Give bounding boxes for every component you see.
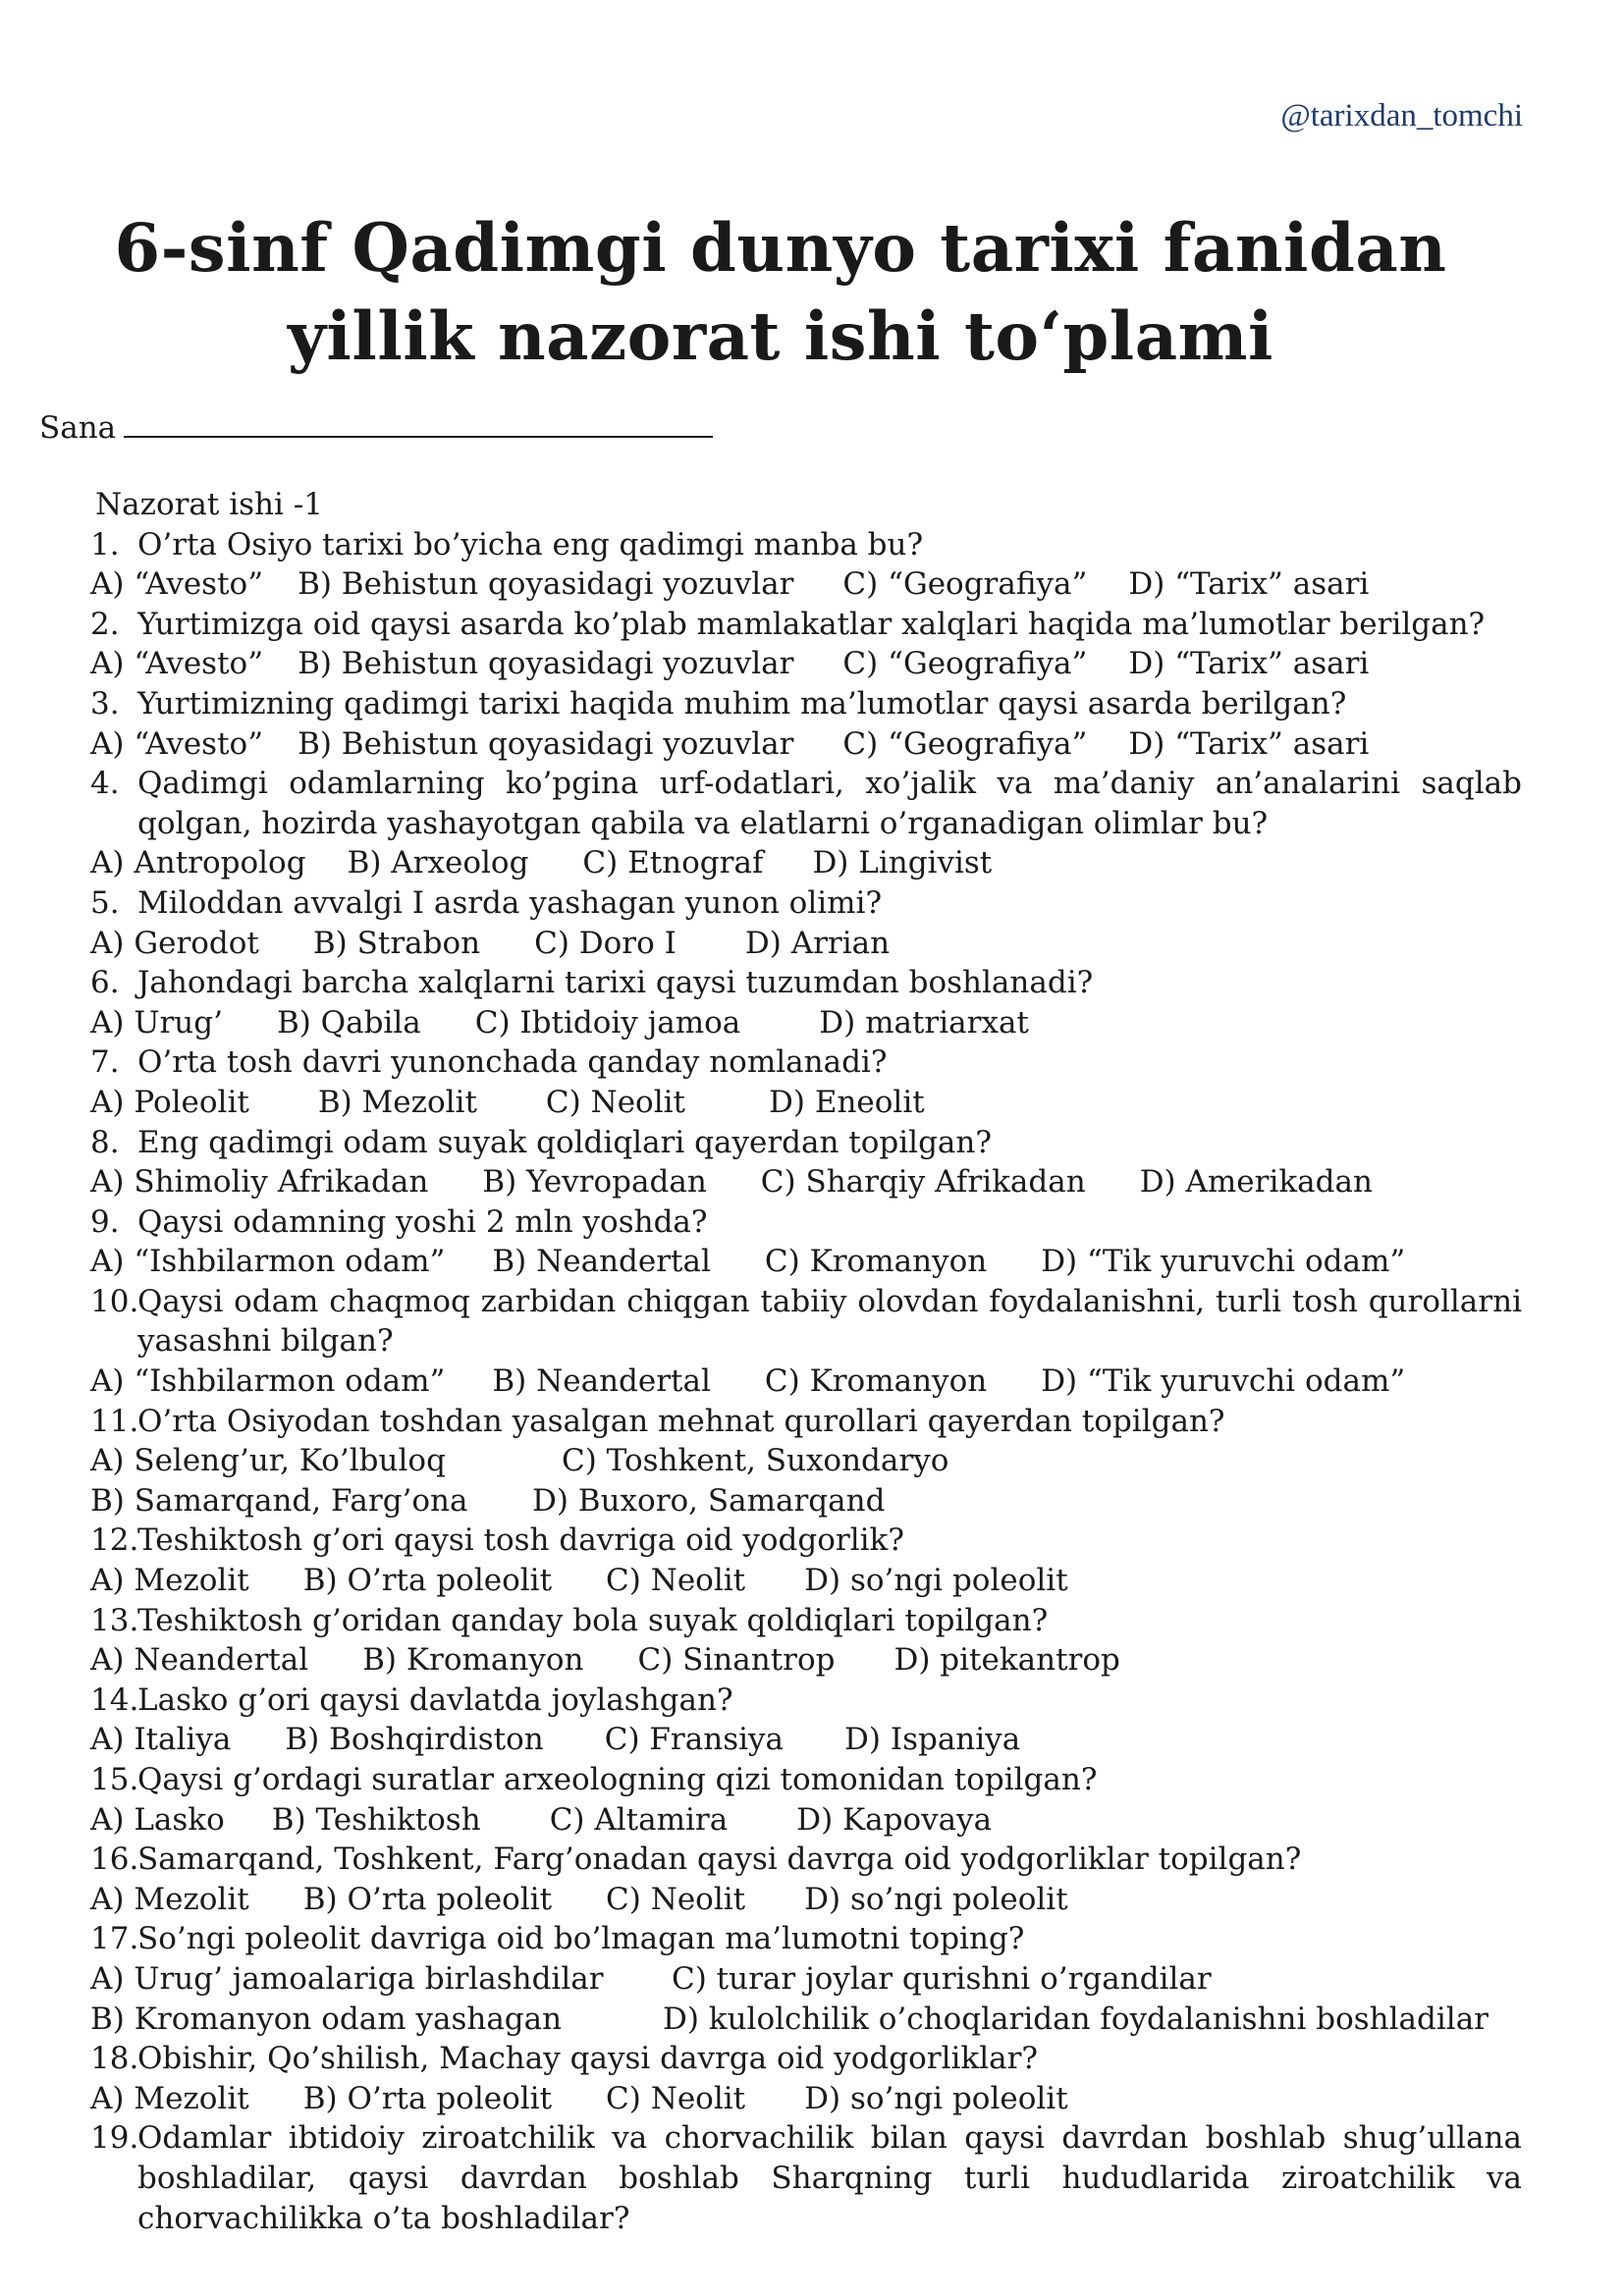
- title-line-1: 6-sinf Qadimgi dunyo tarixi fanidan: [114, 209, 1447, 287]
- answer-options: A) “Avesto” B) Behistun qoyasidagi yozuvlar C) “Geografiya” D) “Tarix” asari: [90, 566, 1370, 603]
- date-field: [39, 410, 713, 446]
- answer-options: A) Urug’ jamoalariga birlashdilar C) turar joylar qurishni o’rgandilar: [90, 1960, 1212, 1997]
- answer-options: A) “Ishbilarmon odam” B) Neandertal C) Kromanyon D) “Tik yuruvchi odam”: [90, 1363, 1406, 1400]
- answer-options: A) Lasko B) Teshiktosh C) Altamira D) Kapovaya: [90, 1801, 993, 1838]
- date-blank-line: [124, 410, 713, 438]
- document-title: [0, 204, 1561, 381]
- answer-options: A) Seleng’ur, Ko’lbuloq C) Toshkent, Suxondaryo: [90, 1443, 949, 1479]
- answer-options: A) Gerodot B) Strabon C) Doro I D) Arrian: [90, 925, 891, 961]
- answer-options: A) Shimoliy Afrikadan B) Yevropadan C) Sharqiy Afrikadan D) Amerikadan: [90, 1164, 1373, 1201]
- answer-options: A) Italiya B) Boshqirdiston C) Fransiya D) Ispaniya: [90, 1722, 1021, 1758]
- question: 16. Samarqand, Toshkent, Farg’onadan qaysi davrga oid yodgorliklar topilgan?: [90, 1842, 1302, 1878]
- answer-options: A) Mezolit B) O’rta poleolit C) Neolit D) so’ngi poleolit: [90, 2080, 1068, 2116]
- question: 9. Qaysi odamning yoshi 2 mln yoshda?: [90, 1203, 708, 1240]
- answer-options: A) “Ishbilarmon odam” B) Neandertal C) Kromanyon D) “Tik yuruvchi odam”: [90, 1244, 1406, 1280]
- question: 14. Lasko g’ori qaysi davlatda joylashgan?: [90, 1682, 733, 1718]
- answer-options: A) Mezolit B) O’rta poleolit C) Neolit D) so’ngi poleolit: [90, 1563, 1068, 1599]
- question: 7. O’rta tosh davri yunonchada qanday nomlanadi?: [90, 1044, 888, 1081]
- answer-options: B) Kromanyon odam yashagan D) kulolchilik o’choqlaridan foydalanishni boshladilar: [90, 2001, 1489, 2037]
- answer-options: A) Urug’ B) Qabila C) Ibtidoiy jamoa D) matriarxat: [90, 1004, 1029, 1041]
- channel-handle: @tarixdan_tomchi: [1280, 98, 1523, 133]
- answer-options: A) Antropolog B) Arxeolog C) Etnograf D) Lingivist: [90, 845, 993, 881]
- question: 1. O’rta Osiyo tarixi bo’yicha eng qadimgi manba bu?: [90, 526, 924, 562]
- question-list: [90, 485, 1522, 2238]
- question: 12. Teshiktosh g’ori qaysi tosh davriga oid yodgorlik?: [90, 1522, 904, 1559]
- answer-options: B) Samarqand, Farg’ona D) Buxoro, Samarqand: [90, 1482, 886, 1519]
- question: 2. Yurtimizga oid qaysi asarda ko’plab mamlakatlar xalqlari haqida ma’lumotlar berilgan?: [90, 606, 1486, 642]
- answer-options: A) Mezolit B) O’rta poleolit C) Neolit D) so’ngi poleolit: [90, 1881, 1068, 1917]
- answer-options: A) Poleolit B) Mezolit C) Neolit D) Eneolit: [90, 1084, 925, 1120]
- title-line-2: yillik nazorat ishi to‘plami: [287, 297, 1274, 375]
- answer-options: A) “Avesto” B) Behistun qoyasidagi yozuvlar C) “Geografiya” D) “Tarix” asari: [90, 646, 1370, 682]
- question: 17. So’ngi poleolit davriga oid bo’lmagan ma’lumotni toping?: [90, 1921, 1025, 1957]
- question: 10. Qaysi odam chaqmoq zarbidan chiqgan tabiiy olovdan foydalanishni, turli tosh qurollarni yasashni bilgan?: [90, 1283, 1522, 1360]
- question: 13. Teshiktosh g’oridan qanday bola suyak qoldiqlari topilgan?: [90, 1602, 1049, 1638]
- question: 6. Jahondagi barcha xalqlarni tarixi qaysi tuzumdan boshlanadi?: [90, 965, 1094, 1001]
- question: 18. Obishir, Qo’shilish, Machay qaysi davrga oid yodgorliklar?: [90, 2041, 1039, 2077]
- question: 8. Eng qadimgi odam suyak qoldiqlari qayerdan topilgan?: [90, 1124, 992, 1160]
- answer-options: A) “Avesto” B) Behistun qoyasidagi yozuvlar C) “Geografiya” D) “Tarix” asari: [90, 725, 1370, 762]
- answer-options: A) Neandertal B) Kromanyon C) Sinantrop D) pitekantrop: [90, 1642, 1120, 1679]
- question: 15. Qaysi g’ordagi suratlar arxeologning qizi tomonidan topilgan?: [90, 1762, 1098, 1797]
- question: 4. Qadimgi odamlarning ko’pgina urf-odatlari, xo’jalik va ma’daniy an’analarini saqlab qolgan, hozirda yashayotgan qabila va elatlarni o’rganadigan olimlar bu?: [90, 766, 1522, 841]
- control-work-title: Nazorat ishi -1: [95, 487, 323, 522]
- question: 5. Miloddan avvalgi I asrda yashagan yunon olimi?: [90, 884, 883, 921]
- question: 19. Odamlar ibtidoiy ziroatchilik va chorvachilik bilan qaysi davrdan boshlab shug’ullana boshladilar, qaysi davrdan boshlab Sharqning turli hududlarida ziroatchilik va chorvachilikka o’ta boshladilar?: [90, 2120, 1522, 2236]
- question: 11. O’rta Osiyodan toshdan yasalgan mehnat qurollari qayerdan topilgan?: [90, 1403, 1225, 1439]
- question: 3. Yurtimizning qadimgi tarixi haqida muhim ma’lumotlar qaysi asarda berilgan?: [90, 685, 1347, 721]
- date-label: Sana: [39, 410, 117, 446]
